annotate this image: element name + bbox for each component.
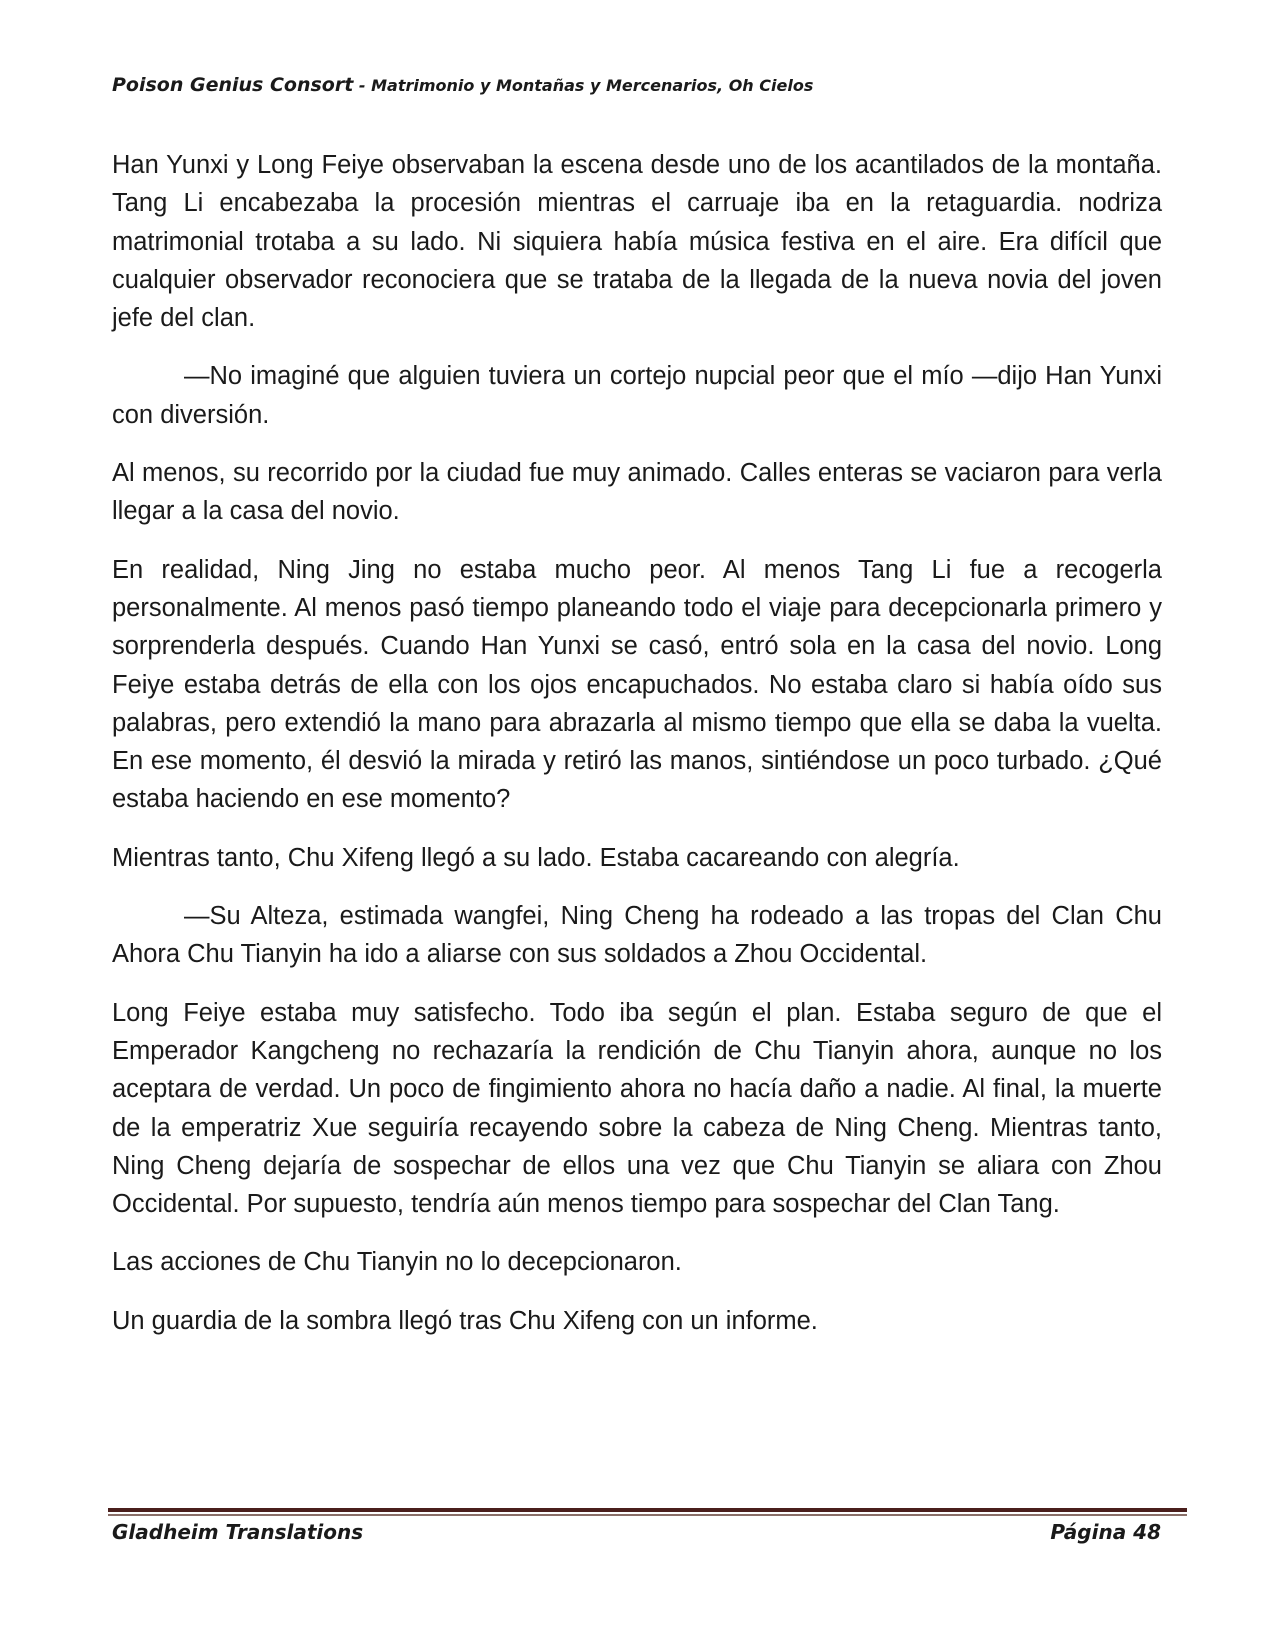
paragraph: Un guardia de la sombra llegó tras Chu Xifeng con un informe.: [112, 1306, 818, 1335]
footer-divider-thin: [108, 1514, 1187, 1516]
footer-divider-thick: [108, 1508, 1187, 1512]
paragraph: Long Feiye estaba muy satisfecho. Todo iba según el plan. Estaba seguro de que el Emperador Kangcheng no rechazaría la rendición de Chu Tianyin ahora, aunque no los aceptara de verdad. Un poco de fingimiento ahora no hacía daño a nadie. Al final, la muerte de la emperatriz Xue seguiría recayendo sobre la cabeza de Ning Cheng. Mientras tanto, Ning Cheng dejaría de sospechar de ellos una vez que Chu Tianyin se aliara con Zhou Occidental. Por supuesto, tendría aún menos tiempo para sospechar del Clan Tang.: [112, 998, 1162, 1219]
header-chapter-title: - Matrimonio y Montañas y Mercenarios, Oh Cielos: [353, 76, 814, 95]
dialogue-paragraph: —Su Alteza, estimada wangfei, Ning Cheng ha rodeado a las tropas del Clan Chu Ahora Chu Tianyin ha ido a aliarse con sus soldados a Zhou Occidental.: [112, 902, 1162, 969]
paragraph: Mientras tanto, Chu Xifeng llegó a su lado. Estaba cacareando con alegría.: [112, 843, 960, 872]
paragraph: Las acciones de Chu Tianyin no lo decepcionaron.: [112, 1248, 682, 1277]
paragraph: Al menos, su recorrido por la ciudad fue muy animado. Calles enteras se vaciaron para verla llegar a la casa del novio.: [112, 459, 1162, 526]
footer-page-number: Página 48: [1050, 1520, 1161, 1544]
paragraph: En realidad, Ning Jing no estaba mucho peor. Al menos Tang Li fue a recogerla personalmente. Al menos pasó tiempo planeando todo el viaje para decepcionarla primero y sorprenderla después. Cuando Han Yunxi se casó, entró sola en la casa del novio. Long Feiye estaba detrás de ella con los ojos encapuchados. No estaba claro si había oído sus palabras, pero extendió la mano para abrazarla al mismo tiempo que ella se daba la vuelta. En ese momento, él desvió la mirada y retiró las manos, sintiéndose un poco turbado. ¿Qué estaba haciendo en ese momento?: [112, 555, 1162, 814]
header-series-title: Poison Genius Consort: [112, 74, 354, 96]
page-body: [112, 146, 1162, 1360]
paragraph: Han Yunxi y Long Feiye observaban la escena desde uno de los acantilados de la montaña. Tang Li encabezaba la procesión mientras el carruaje iba en la retaguardia. nodriza matrimonial trotaba a su lado. Ni siquiera había música festiva en el aire. Era difícil que cualquier observador reconociera que se trataba de la llegada de la nueva novia del joven jefe del clan.: [112, 151, 1162, 333]
dialogue-paragraph: —No imaginé que alguien tuviera un cortejo nupcial peor que el mío —dijo Han Yunxi con diversión.: [112, 362, 1162, 429]
running-header: [112, 74, 1162, 96]
footer-publisher: Gladheim Translations: [112, 1520, 364, 1544]
footer-divider: [108, 1508, 1187, 1517]
